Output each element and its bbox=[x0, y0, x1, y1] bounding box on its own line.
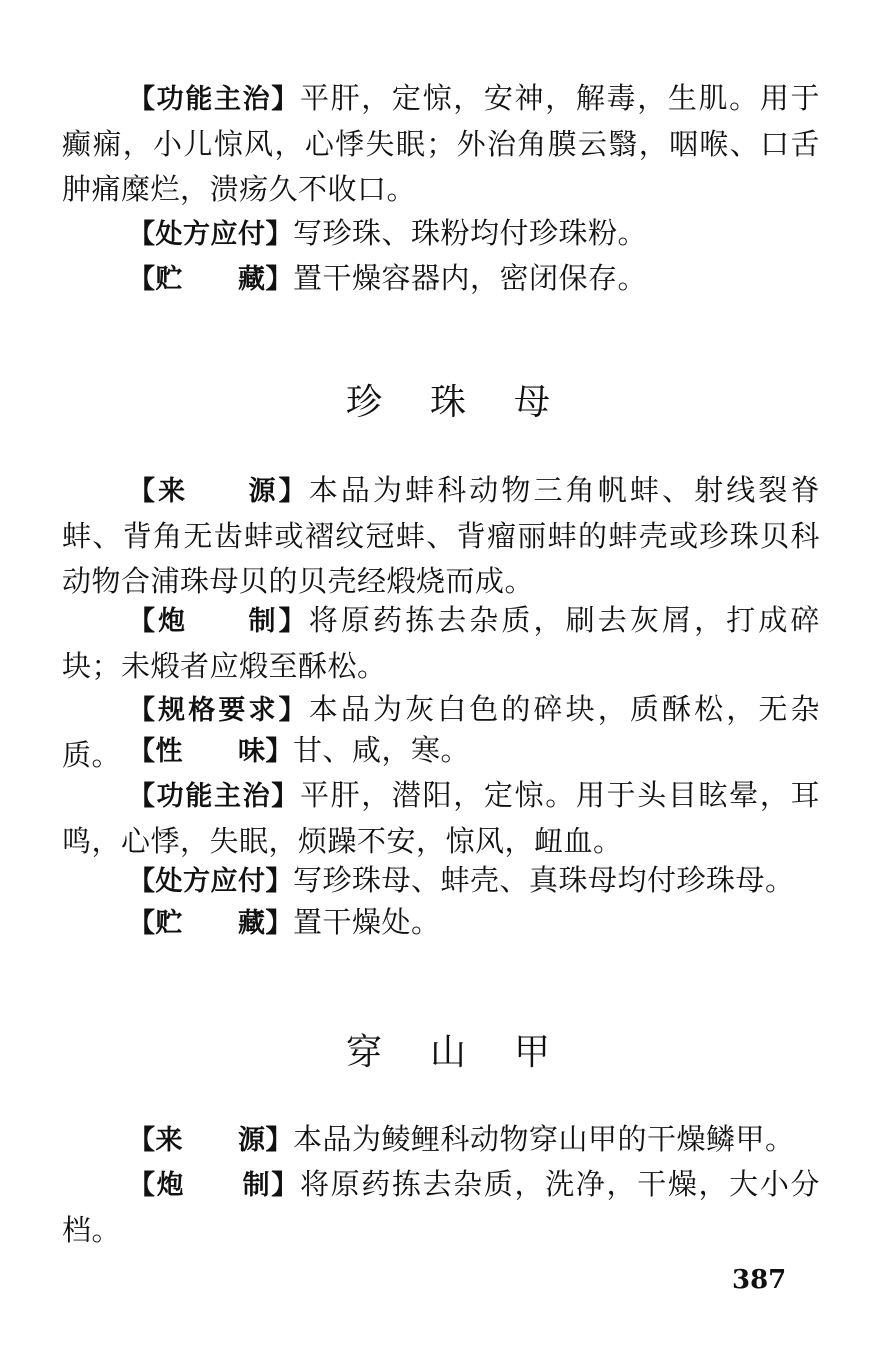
entry-storage bbox=[62, 256, 820, 302]
entry-processing bbox=[62, 1162, 820, 1253]
entry-text: 平肝，定惊，安神，解毒，生肌。用于癫痫，小儿惊风，心悸失眠；外治角膜云翳，咽喉、口舌肿痛糜烂，溃疡久不收口。 bbox=[62, 81, 820, 206]
entry-function-indications bbox=[62, 773, 820, 864]
entry-label: 【处方应付】 bbox=[128, 866, 293, 897]
entry-label: 【贮 藏】 bbox=[128, 264, 293, 295]
entry-label: 【处方应付】 bbox=[128, 219, 293, 250]
entry-text: 本品为蚌科动物三角帆蚌、射线裂脊蚌、背角无齿蚌或褶纹冠蚌、背瘤丽蚌的蚌壳或珍珠贝科动物合浦珠母贝的贝壳经煅烧而成。 bbox=[62, 473, 820, 598]
entry-label: 【性 味】 bbox=[128, 736, 293, 767]
entry-text: 置干燥处。 bbox=[293, 905, 441, 939]
entry-label: 【功能主治】 bbox=[128, 781, 300, 812]
section-title-zhenzhumu: 珍珠母 bbox=[345, 382, 598, 423]
entry-label: 【贮 藏】 bbox=[128, 908, 293, 939]
entry-label: 【功能主治】 bbox=[128, 84, 300, 115]
entry-label: 【炮 制】 bbox=[128, 606, 309, 637]
entry-text: 本品为鲮鲤科动物穿山甲的干燥鳞甲。 bbox=[293, 1122, 795, 1156]
entry-label: 【来 源】 bbox=[128, 476, 309, 507]
entry-text: 置干燥容器内，密闭保存。 bbox=[293, 261, 648, 295]
entry-processing bbox=[62, 598, 820, 689]
entry-text: 本品为灰白色的碎块，质酥松，无杂质。 bbox=[62, 692, 820, 772]
entry-text: 平肝，潜阳，定惊。用于头目眩晕，耳鸣，心悸，失眠，烦躁不安，惊风，衄血。 bbox=[62, 778, 820, 858]
entry-nature-flavor bbox=[62, 728, 820, 774]
entry-label: 【来 源】 bbox=[128, 1125, 293, 1156]
entry-text: 将原药拣去杂质，洗净，干燥，大小分档。 bbox=[62, 1167, 820, 1247]
entry-label: 【炮 制】 bbox=[128, 1170, 300, 1201]
entry-prescription bbox=[62, 211, 820, 257]
entry-function-indications bbox=[62, 76, 820, 212]
section-title-chuanshanjia: 穿山甲 bbox=[345, 1032, 598, 1073]
entry-label: 【规格要求】 bbox=[128, 695, 309, 726]
entry-storage bbox=[62, 900, 820, 946]
page-number: 387 bbox=[732, 1265, 787, 1295]
entry-text: 甘、咸，寒。 bbox=[293, 733, 471, 767]
entry-prescription bbox=[62, 858, 820, 904]
entry-text: 将原药拣去杂质，刷去灰屑，打成碎块；未煅者应煅至酥松。 bbox=[62, 603, 820, 683]
entry-source bbox=[62, 1117, 820, 1163]
entry-text: 写珍珠母、蚌壳、真珠母均付珍珠母。 bbox=[293, 863, 795, 897]
entry-text: 写珍珠、珠粉均付珍珠粉。 bbox=[293, 216, 648, 250]
entry-source bbox=[62, 468, 820, 604]
